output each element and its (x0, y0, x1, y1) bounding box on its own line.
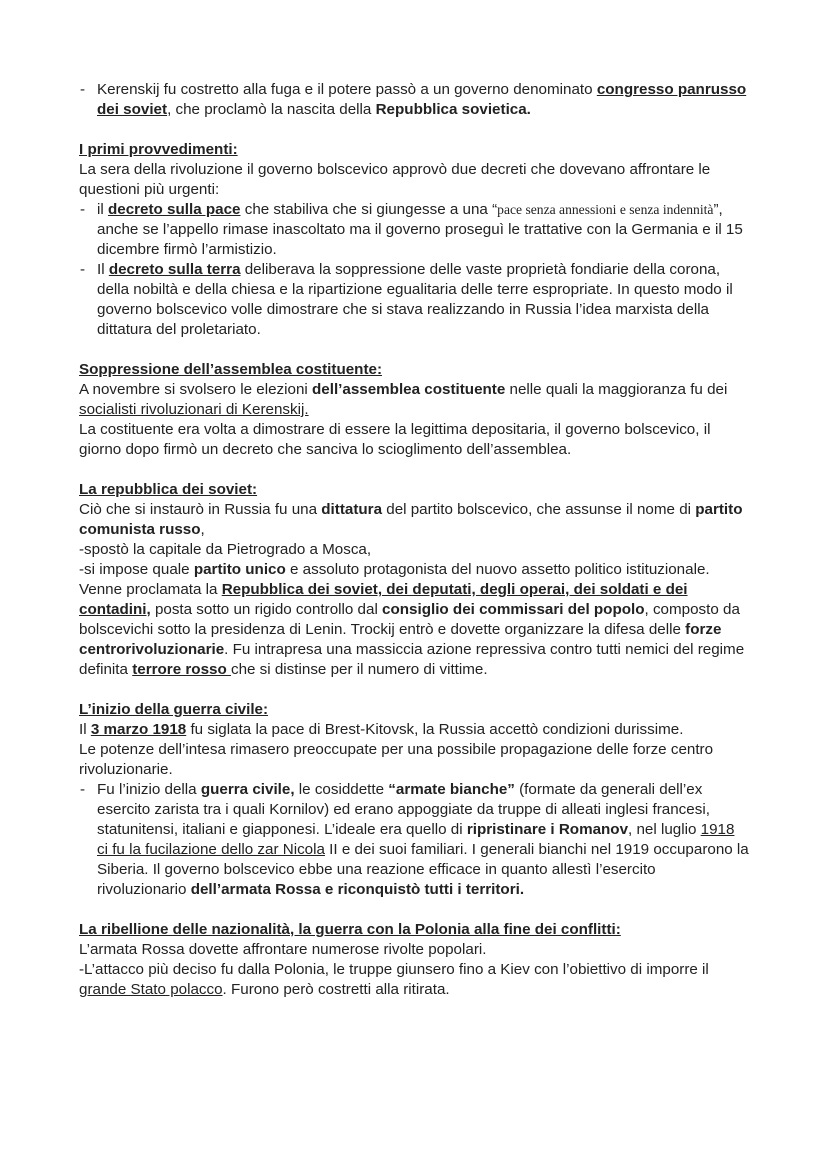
text: Il (79, 721, 91, 738)
term-data: 3 marzo 1918 (90, 721, 187, 738)
term-decreto-pace: decreto sulla pace (107, 201, 241, 218)
term-congresso: congresso panrusso dei soviet (97, 81, 747, 118)
text: , che proclamò la nascita della (167, 101, 376, 118)
paragraph-intesa: Le potenze dell’intesa rimasero preoccupate per una possibile propagazione delle forze centro rivoluzionarie. (79, 741, 714, 778)
text: A novembre si svolsero le elezioni (79, 381, 312, 398)
text: posta sotto un rigido controllo dal (150, 601, 383, 618)
text: nelle quali la maggioranza fu dei (505, 381, 728, 398)
term-decreto-terra: decreto sulla terra (108, 261, 241, 278)
heading-guerra-civile: L’inizio della guerra civile: (79, 701, 269, 718)
text: Fu l’inizio della (97, 781, 201, 798)
text: , (200, 521, 205, 538)
text: (formate da generali dell’ex esercito zarista tra i quali Kornilov) ed erano appoggiate da truppe di alleati inglesi francesi, statunitensi, italiani e giapponesi. L’ideale era quello di (97, 781, 710, 838)
heading-assemblea: Soppressione dell’assemblea costituente: (79, 361, 383, 378)
text: Kerenskij fu costretto alla fuga e il potere passò a un governo denominato (97, 81, 597, 98)
term-partito-unico: partito unico (193, 561, 286, 578)
text: . Fu intrapresa una massiccia azione repressiva contro tutti nemici del regime definita (79, 641, 745, 678)
term-consiglio: consiglio dei commissari del popolo (382, 601, 645, 618)
text: che stabiliva che si giungesse a una “ (240, 201, 498, 218)
text: fu siglata la pace di Brest-Kitovsk, la Russia accettò condizioni durissime. (186, 721, 684, 738)
bullet-decreto-terra (79, 260, 749, 340)
bullet-decreto-pace (79, 200, 749, 260)
term-terrore-rosso: terrore rosso (132, 661, 231, 678)
term-socialisti: socialisti rivoluzionari di Kerenskij. (79, 401, 309, 418)
text: le cosiddette (294, 781, 389, 798)
term-dittatura: dittatura (321, 501, 383, 518)
term-armata-rossa: dell’armata Rossa e riconquistò tutti i territori. (190, 881, 525, 898)
heading-primi-provvedimenti: I primi provvedimenti: (79, 141, 238, 158)
text: Venne proclamata la (79, 581, 222, 598)
term-partito-comunista: partito comunista russo (79, 501, 743, 538)
text: II e dei suoi familiari. I generali bianchi nel 1919 occuparono la Siberia. Il governo bolscevico ebbe una reazione efficace in quanto allestì l’esercito rivoluzionario (97, 841, 749, 898)
text: del partito bolscevico, che assunse il nome di (382, 501, 696, 518)
term-guerra-civile: guerra civile, (200, 781, 295, 798)
text: . Furono però costretti alla ritirata. (222, 981, 450, 998)
term-fucilazione: 1918 ci fu la fucilazione dello zar Nicola (97, 821, 735, 858)
paragraph-rivolte: L’armata Rossa dovette affrontare numerose rivolte popolari. (79, 941, 487, 958)
text: -L’attacco più deciso fu dalla Polonia, le truppe giunsero fino a Kiev con l’obiettivo di imporre il (79, 961, 709, 978)
term-repubblica-sovietica: Repubblica sovietica. (375, 101, 531, 118)
quote-pace: pace senza annessioni e senza indennità (497, 202, 714, 217)
text: , composto da bolscevichi sotto la presidenza di Lenin. Trockij entrò e dovette organizzare la difesa delle (79, 601, 740, 638)
text: -si impose quale (79, 561, 194, 578)
term-romanov: ripristinare i Romanov (466, 821, 629, 838)
text: , nel luglio (628, 821, 701, 838)
document-page (79, 80, 749, 1000)
heading-nazionalita: La ribellione delle nazionalità, la guerra con la Polonia alla fine dei conflitti: (79, 921, 621, 938)
paragraph-intro: La sera della rivoluzione il governo bolscevico approvò due decreti che dovevano affrontare le questioni più urgenti: (79, 161, 711, 198)
text: Ciò che si instaurò in Russia fu una (79, 501, 322, 518)
bullet-kerenskij (79, 80, 749, 120)
text: ”, anche se l’appello rimase inascoltato ma il governo proseguì le trattative con la Germania e il 15 dicembre firmò l’armistizio. (97, 201, 743, 258)
term-assemblea: dell’assemblea costituente (312, 381, 506, 398)
term-repubblica-soviet: Repubblica dei soviet, dei deputati, degli operai, dei soldati e dei contadini, (79, 581, 688, 618)
text: Il (97, 261, 109, 278)
paragraph-brest (79, 720, 749, 740)
text: deliberava la soppressione delle vaste proprietà fondiarie della corona, della nobiltà e della chiesa e la ripartizione egualitaria delle terre espropriate. In questo modo il governo bolscevico volle dimostrare che si stava realizzando in Russia l’idea marxista della dittatura del proletariato. (97, 261, 733, 338)
term-stato-polacco: grande Stato polacco (79, 981, 223, 998)
paragraph-repubblica (79, 580, 749, 680)
text: il (97, 201, 108, 218)
term-armate-bianche: “armate bianche” (388, 781, 515, 798)
text: che si distinse per il numero di vittime. (230, 661, 488, 678)
paragraph-costituente: La costituente era volta a dimostrare di essere la legittima depositaria, il governo bolscevico, il giorno dopo firmò un decreto che sanciva lo scioglimento dell’assemblea. (79, 421, 711, 458)
paragraph-elezioni (79, 380, 749, 420)
line-capitale: -spostò la capitale da Pietrogrado a Mosca, (79, 541, 372, 558)
heading-repubblica-soviet: La repubblica dei soviet: (79, 481, 258, 498)
term-forze: forze centrorivoluzionarie (79, 621, 722, 658)
paragraph-dittatura (79, 500, 749, 540)
paragraph-polonia (79, 960, 749, 1000)
text: e assoluto protagonista del nuovo assetto politico istituzionale. (285, 561, 710, 578)
line-partito-unico (79, 560, 749, 580)
bullet-guerra-civile (79, 780, 749, 900)
